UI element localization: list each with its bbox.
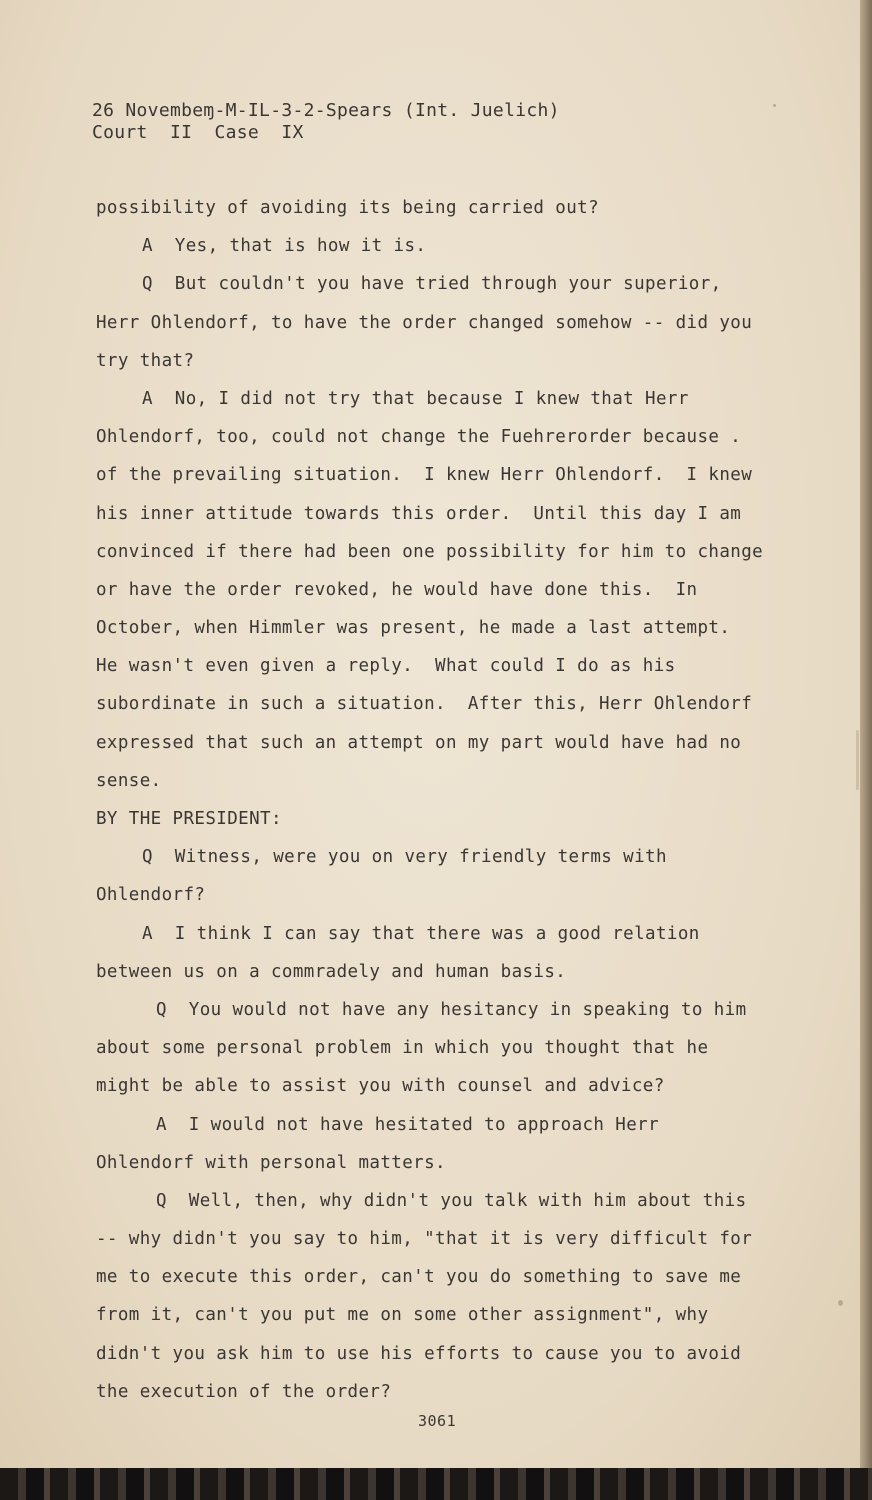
text-line: me to execute this order, can't you do something to save me — [96, 1267, 742, 1288]
text-line: expressed that such an attempt on my part would have had no — [96, 732, 742, 753]
text-line: October, when Himmler was present, he made a last attempt. — [96, 618, 731, 639]
text-line: Ohlendorf, too, could not change the Fuehrerorder because . — [96, 427, 742, 448]
text-line: convinced if there had been one possibility for him to change — [96, 541, 764, 562]
text-line: Q Well, then, why didn't you talk with him about this — [156, 1190, 747, 1211]
text-line: Ohlendorf with personal matters. — [96, 1152, 446, 1173]
text-line: of the prevailing situation. I knew Herr Ohlendorf. I knew — [96, 465, 753, 486]
page-header — [92, 100, 560, 144]
text-line: Q You would not have any hesitancy in speaking to him — [156, 999, 747, 1020]
text-line: from it, can't you put me on some other assignment", why — [96, 1305, 709, 1326]
transcript-body — [96, 193, 806, 1415]
paper-speck — [856, 730, 859, 790]
paper-speck — [773, 104, 776, 107]
text-line: -- why didn't you say to him, "that it is very difficult for — [96, 1229, 753, 1250]
text-line: Q But couldn't you have tried through your superior, — [142, 274, 722, 295]
text-line: subordinate in such a situation. After this, Herr Ohlendorf — [96, 694, 753, 715]
text-line: possibility of avoiding its being carried out? — [96, 198, 600, 218]
page-number: 3061 — [418, 1412, 457, 1430]
text-line: A Yes, that is how it is. — [142, 236, 427, 257]
header-line-1: 26 Novembeɱ-M-IL-3-2-Spears (Int. Juelich) — [92, 100, 560, 121]
scanner-bed-strip — [0, 1468, 872, 1500]
text-line: A I would not have hesitated to approach Herr — [156, 1114, 660, 1135]
text-line: the execution of the order? — [96, 1381, 392, 1402]
text-line: A No, I did not try that because I knew that Herr — [142, 388, 689, 409]
text-line: Herr Ohlendorf, to have the order changed somehow -- did you — [96, 312, 753, 333]
text-line: about some personal problem in which you thought that he — [96, 1038, 709, 1059]
text-line: or have the order revoked, he would have done this. In — [96, 579, 698, 600]
text-line: try that? — [96, 350, 195, 371]
text-line: A I think I can say that there was a good relation — [142, 923, 700, 944]
text-line: his inner attitude towards this order. Until this day I am — [96, 503, 742, 524]
text-line: didn't you ask him to use his efforts to cause you to avoid — [96, 1343, 742, 1364]
text-line: He wasn't even given a reply. What could I do as his — [96, 656, 676, 677]
text-line: sense. — [96, 770, 162, 791]
text-line: Ohlendorf? — [96, 885, 206, 906]
header-line-2: Court II Case IX — [92, 122, 304, 143]
text-line: might be able to assist you with counsel and advice? — [96, 1076, 665, 1097]
speaker-heading: BY THE PRESIDENT: — [96, 809, 282, 829]
text-line: Q Witness, were you on very friendly terms with — [142, 847, 667, 868]
page-edge — [860, 0, 872, 1500]
paper-speck — [838, 1300, 843, 1306]
text-line: between us on a commradely and human basis. — [96, 961, 567, 982]
